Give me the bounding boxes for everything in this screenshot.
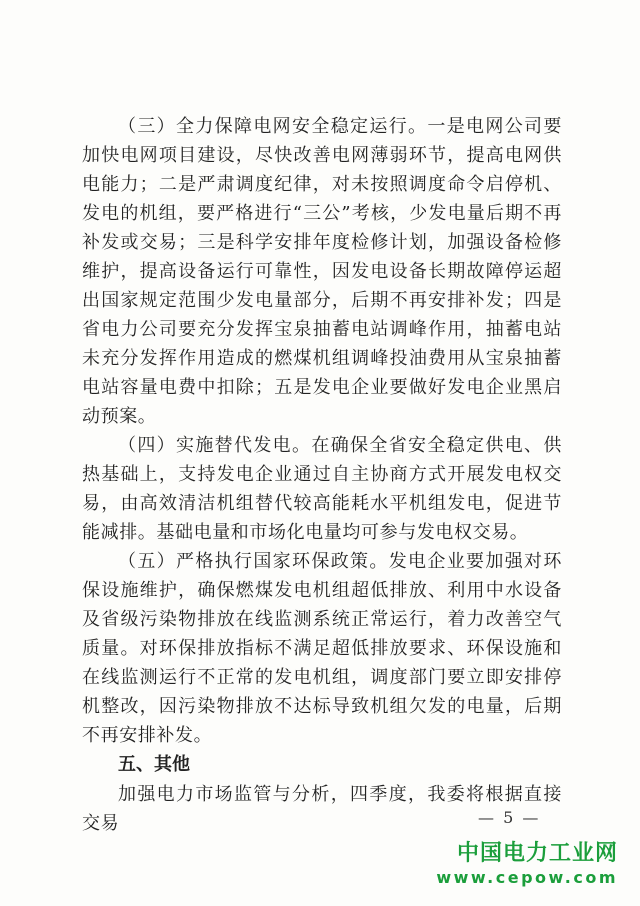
section-heading-other: 五、其他 [118,754,190,775]
watermark-url: www.cepow.com [436,868,618,887]
document-body [82,112,562,838]
paragraph-substitute-generation: （四）实施替代发电。在确保全省安全稳定供电、供热基础上，支持发电企业通过自主协商方式开展发电权交易，由高效清洁机组替代较高能耗水平机组发电，促进节能减排。基础电量和市场化电量均可参与发电权交易。 [82,435,562,543]
paragraph-final: 加强电力市场监管与分析，四季度，我委将根据直接交易 [82,784,562,834]
paragraph-environmental-policy: （五）严格执行国家环保政策。发电企业要加强对环保设施维护，确保燃煤发电机组超低排放、利用中水设备及省级污染物排放在线监测系统正常运行，着力改善空气质量。对环保排放指标不满足超低排放要求、环保设施和在线监测运行不正常的发电机组，调度部门要立即安排停机整改，因污染物排放不达标导致机组欠发的电量，后期不再安排补发。 [82,551,562,746]
watermark-title: 中国电力工业网 [456,841,618,866]
paragraph-power-grid-safety: （三）全力保障电网安全稳定运行。一是电网公司要加快电网项目建设，尽快改善电网薄弱环节，提高电网供电能力；二是严肃调度纪律，对未按照调度命令启停机、发电的机组，要严格进行“三公”考核，少发电量后期不再补发或交易；三是科学安排年度检修计划，加强设备检修维护，提高设备运行可靠性，因发电设备长期故障停运超出国家规定范围少发电量部分，后期不再安排补发；四是省电力公司要充分发挥宝泉抽蓄电站调峰作用，抽蓄电站未充分发挥作用造成的燃煤机组调峰投油费用从宝泉抽蓄电站容量电费中扣除；五是发电企业要做好发电企业黑启动预案。 [82,116,562,427]
page-number: — 5 — [478,808,541,827]
